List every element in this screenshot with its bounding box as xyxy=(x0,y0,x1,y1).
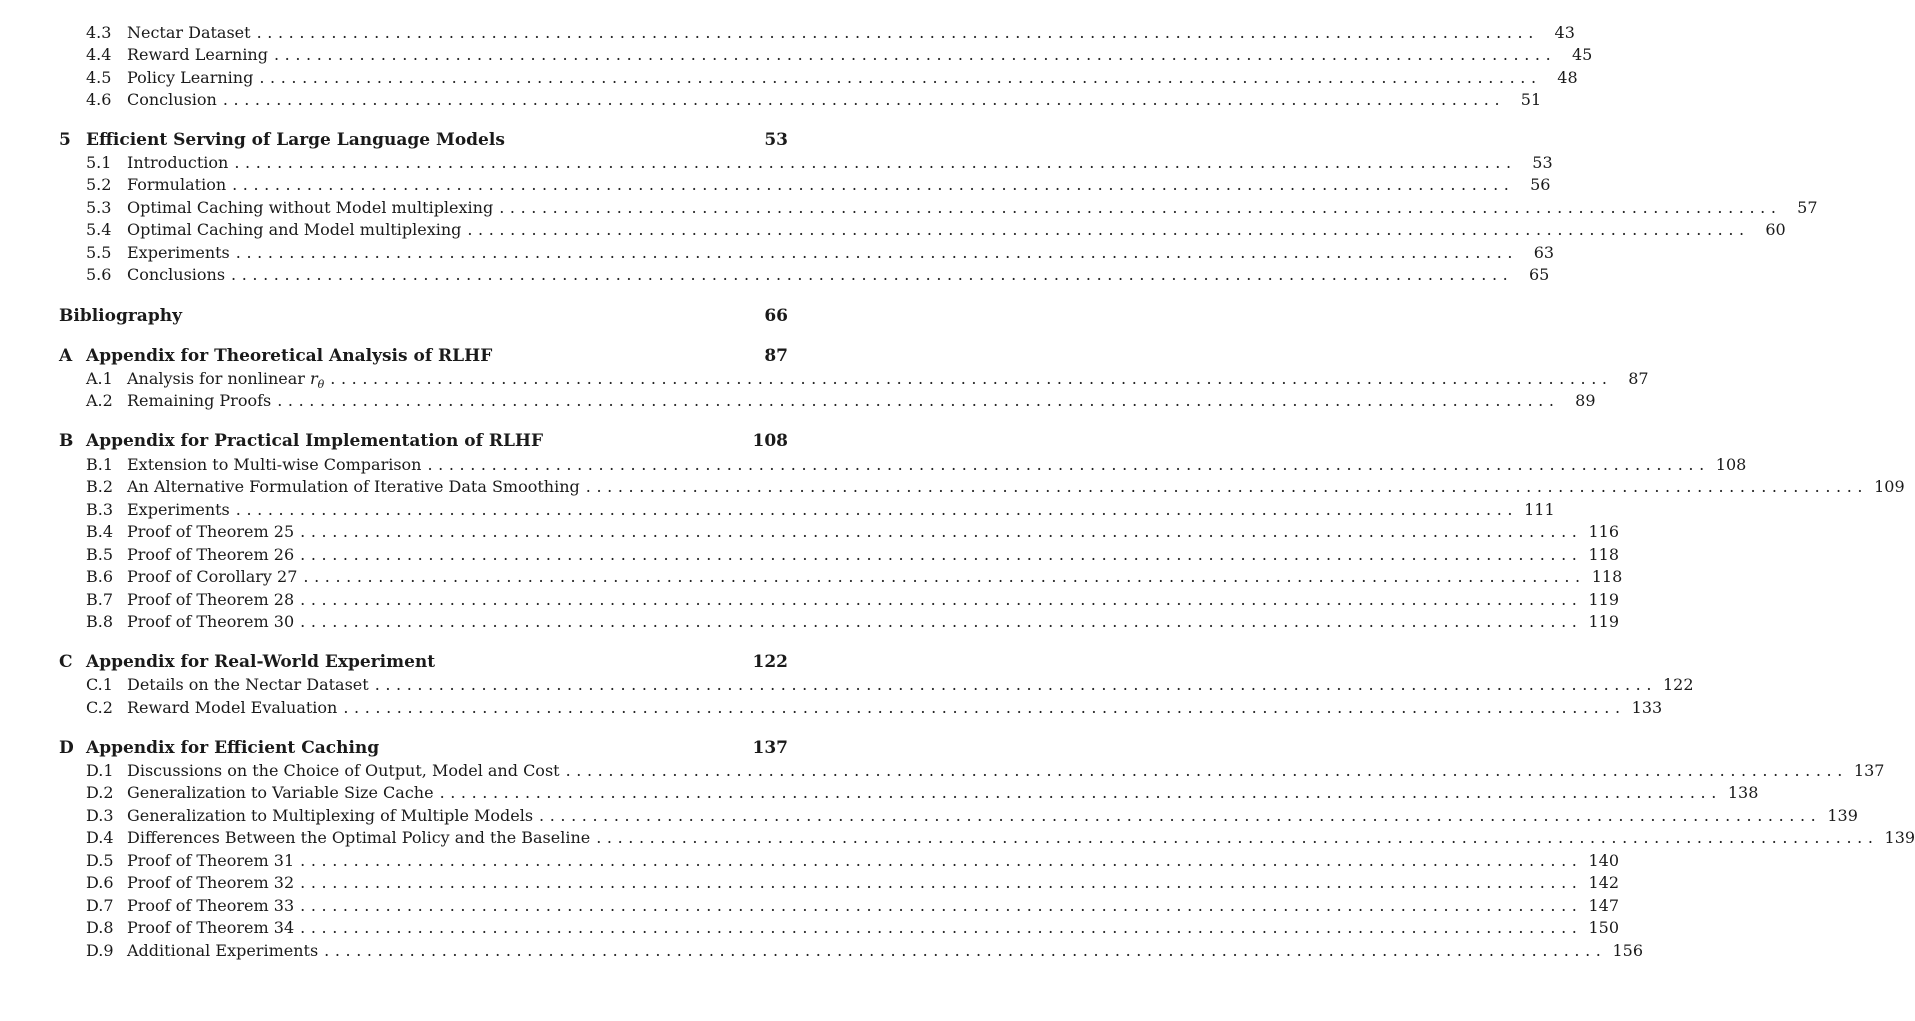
toc-entry-number: 5.3 xyxy=(86,198,112,217)
toc-entry-number: 5.6 xyxy=(86,265,112,284)
dot-leader: ........................................................................................................................ xyxy=(235,243,1519,262)
toc-page-number: 48 xyxy=(1557,68,1578,87)
dot-leader: ........................................................................................................................ xyxy=(231,265,1514,284)
dot-leader: ........................................................................................................................ xyxy=(439,783,1722,802)
toc-section-entry[interactable] xyxy=(86,368,1649,392)
toc-section-entry[interactable] xyxy=(86,589,1619,611)
toc-entry-title: Proof of Theorem 30 xyxy=(127,612,295,631)
toc-entry-title: Nectar Dataset xyxy=(127,23,251,42)
toc-page-number: 53 xyxy=(1532,153,1553,172)
dot-leader: ........................................................................................................................ xyxy=(277,391,1560,410)
dot-leader: ........................................................................................................................ xyxy=(330,369,1613,388)
toc-entry-number: B.5 xyxy=(86,545,114,564)
math-symbol: r xyxy=(310,369,318,388)
toc-entry-title: Discussions on the Choice of Output, Model and Cost xyxy=(127,761,560,780)
toc-entry-number: B.6 xyxy=(86,567,114,586)
toc-section-entry[interactable] xyxy=(86,850,1619,872)
dot-leader: ........................................................................................................................ xyxy=(259,68,1542,87)
toc-page-number: 139 xyxy=(1884,828,1915,847)
toc-entry-title: Remaining Proofs xyxy=(127,391,272,410)
toc-section-entry[interactable] xyxy=(86,219,1786,241)
toc-entry-number: D.7 xyxy=(86,896,114,915)
toc-section-entry[interactable] xyxy=(86,827,1915,849)
toc-entry-number: C.1 xyxy=(86,675,113,694)
toc-entry-number: D.6 xyxy=(86,873,114,892)
toc-section-entry[interactable] xyxy=(86,611,1619,633)
toc-section-entry[interactable] xyxy=(86,390,1596,412)
dot-leader: ........................................................................................................................ xyxy=(222,90,1506,109)
toc-entry-title: Appendix for Practical Implementation of RLHF xyxy=(86,431,544,451)
toc-section-entry[interactable] xyxy=(86,566,1623,588)
toc-entry-title: Proof of Theorem 31 xyxy=(127,851,295,870)
toc-chapter-entry[interactable] xyxy=(59,737,788,759)
toc-page-number: 57 xyxy=(1797,198,1818,217)
dot-leader: ........................................................................................................................ xyxy=(300,612,1583,631)
toc-section-entry[interactable] xyxy=(86,242,1555,264)
toc-entry-number: B.2 xyxy=(86,477,114,496)
toc-page-number: 138 xyxy=(1727,783,1759,802)
toc-entry-number: D.9 xyxy=(86,941,114,960)
toc-entry-title: Efficient Serving of Large Language Models xyxy=(86,130,505,150)
toc-page-number: 65 xyxy=(1529,265,1550,284)
toc-section-entry[interactable] xyxy=(86,499,1555,521)
toc-section-entry[interactable] xyxy=(86,152,1553,174)
dot-leader: ........................................................................................................................ xyxy=(596,828,1879,847)
dot-leader: ........................................................................................................................ xyxy=(256,23,1539,42)
toc-entry-title: Conclusions xyxy=(127,265,226,284)
toc-section-entry[interactable] xyxy=(86,454,1747,476)
toc-page-number: 147 xyxy=(1588,896,1619,915)
toc-chapter-entry[interactable] xyxy=(59,651,788,673)
toc-page-number: 116 xyxy=(1588,522,1619,541)
dot-leader: ........................................................................................................................ xyxy=(232,175,1515,194)
toc-page-number: 111 xyxy=(1524,500,1555,519)
dot-leader: ........................................................................................................................ xyxy=(300,896,1583,915)
toc-page-number: 56 xyxy=(1530,175,1551,194)
toc-entry-title: Differences Between the Optimal Policy and the Baseline xyxy=(127,828,591,847)
toc-entry-number: D.1 xyxy=(86,761,114,780)
toc-entry-title: Generalization to Multiplexing of Multiple Models xyxy=(127,806,534,825)
toc-entry-title: Conclusion xyxy=(127,90,217,109)
toc-page-number: 156 xyxy=(1612,941,1644,960)
toc-entry-number: B.3 xyxy=(86,500,114,519)
toc-entry-title: Extension to Multi-wise Comparison xyxy=(127,455,422,474)
toc-entry-number: 5.5 xyxy=(86,243,112,262)
dot-leader: ........................................................................................................................ xyxy=(467,220,1750,239)
toc-section-entry[interactable] xyxy=(86,174,1551,196)
toc-section-entry[interactable] xyxy=(86,917,1619,939)
toc-entry-title: Details on the Nectar Dataset xyxy=(127,675,369,694)
toc-section-entry[interactable] xyxy=(86,197,1818,219)
toc-page-number: 119 xyxy=(1588,612,1619,631)
toc-entry-title: Additional Experiments xyxy=(127,941,319,960)
toc-chapter-entry[interactable] xyxy=(59,430,788,452)
toc-section-entry[interactable] xyxy=(86,674,1694,696)
dot-leader: ........................................................................................................................ xyxy=(324,941,1607,960)
toc-entry-title: Appendix for Real-World Experiment xyxy=(86,652,436,672)
toc-entry-number: 5.4 xyxy=(86,220,112,239)
toc-entry-title: Appendix for Theoretical Analysis of RLHF xyxy=(86,346,493,366)
dot-leader: ........................................................................................................................ xyxy=(565,761,1848,780)
toc-entry-title: Reward Model Evaluation xyxy=(127,698,338,717)
dot-leader: ........................................................................................................................ xyxy=(300,522,1583,541)
toc-page-number: 119 xyxy=(1588,590,1619,609)
toc-entry-title: Introduction xyxy=(127,153,229,172)
toc-section-entry[interactable] xyxy=(86,22,1575,44)
toc-section-entry[interactable] xyxy=(86,521,1619,543)
toc-entry-title: Proof of Theorem 33 xyxy=(127,896,295,915)
dot-leader: ........................................................................................................................ xyxy=(235,500,1519,519)
toc-entry-number: B.7 xyxy=(86,590,114,609)
toc-entry-title: Reward Learning xyxy=(127,45,268,64)
dot-leader: ........................................................................................................................ xyxy=(374,675,1657,694)
dot-leader: ........................................................................................................................ xyxy=(343,698,1626,717)
dot-leader: ........................................................................................................................ xyxy=(539,806,1822,825)
toc-section-entry[interactable] xyxy=(86,544,1619,566)
toc-entry-number: B.4 xyxy=(86,522,114,541)
dot-leader: ........................................................................................................................ xyxy=(499,198,1782,217)
dot-leader: ........................................................................................................................ xyxy=(585,477,1869,496)
toc-section-entry[interactable] xyxy=(86,264,1550,286)
dot-leader: ........................................................................................................................ xyxy=(273,45,1557,64)
toc-entry-title: Optimal Caching and Model multiplexing xyxy=(127,220,462,239)
toc-entry-title: Experiments xyxy=(127,243,230,262)
dot-leader: ........................................................................................................................ xyxy=(300,918,1583,937)
toc-entry-title: Proof of Theorem 26 xyxy=(127,545,295,564)
toc-entry-number: 4.5 xyxy=(86,68,112,87)
toc-page-number: 60 xyxy=(1765,220,1786,239)
toc-entry-number: 4.3 xyxy=(86,23,112,42)
toc-entry-title: Optimal Caching without Model multiplexing xyxy=(127,198,494,217)
toc-section-entry[interactable] xyxy=(86,805,1858,827)
dot-leader: ........................................................................................................................ xyxy=(300,545,1583,564)
toc-page-number: 43 xyxy=(1554,23,1575,42)
toc-entry-number: B xyxy=(59,431,74,451)
toc-entry-title: Experiments xyxy=(127,500,230,519)
toc-entry-title: Bibliography xyxy=(59,306,182,326)
toc-entry-title: Analysis for nonlinear $r_\theta$ xyxy=(127,369,325,392)
toc-entry-number: B.8 xyxy=(86,612,114,631)
toc-entry-title: Generalization to Variable Size Cache xyxy=(127,783,434,802)
dot-leader: ........................................................................................................................ xyxy=(300,590,1583,609)
toc-section-entry[interactable] xyxy=(86,67,1578,89)
toc-page-number: 89 xyxy=(1575,391,1596,410)
toc-entry-number: D.4 xyxy=(86,828,114,847)
toc-entry-number: C xyxy=(59,652,73,672)
toc-chapter-entry[interactable] xyxy=(59,129,788,151)
toc-page-number: 122 xyxy=(1663,675,1694,694)
toc-section-entry[interactable] xyxy=(86,872,1619,894)
dot-leader: ........................................................................................................................ xyxy=(427,455,1710,474)
toc-entry-title: Policy Learning xyxy=(127,68,254,87)
toc-entry-title: Proof of Theorem 28 xyxy=(127,590,295,609)
toc-page-number: 87 xyxy=(764,346,788,366)
toc-page-number: 109 xyxy=(1874,477,1905,496)
toc-page-number: 122 xyxy=(752,652,788,672)
dot-leader: ........................................................................................................................ xyxy=(234,153,1517,172)
toc-page-number: 108 xyxy=(1715,455,1747,474)
toc-entry-number: 5 xyxy=(59,130,71,150)
toc-chapter-entry[interactable] xyxy=(59,305,788,327)
toc-entry-number: A.1 xyxy=(86,369,113,388)
toc-chapter-entry[interactable] xyxy=(59,345,788,367)
toc-entry-title: An Alternative Formulation of Iterative Data Smoothing xyxy=(127,477,580,496)
toc-page-number: 150 xyxy=(1588,918,1619,937)
toc-page-number: 66 xyxy=(764,306,788,326)
toc-entry-number: D.2 xyxy=(86,783,114,802)
toc-section-entry[interactable] xyxy=(86,697,1663,719)
toc-entry-number: 5.2 xyxy=(86,175,112,194)
toc-page-number: 45 xyxy=(1571,45,1593,64)
toc-entry-title: Proof of Theorem 32 xyxy=(127,873,295,892)
toc-section-entry[interactable] xyxy=(86,89,1542,111)
toc-page-number: 137 xyxy=(752,738,788,758)
toc-entry-title: Proof of Corollary 27 xyxy=(127,567,298,586)
toc-entry-number: D xyxy=(59,738,74,758)
dot-leader: ........................................................................................................................ xyxy=(300,873,1583,892)
toc-section-entry[interactable] xyxy=(86,895,1619,917)
toc-entry-number: D.3 xyxy=(86,806,114,825)
toc-entry-number: 4.6 xyxy=(86,90,112,109)
toc-entry-number: A.2 xyxy=(86,391,113,410)
toc-section-entry[interactable] xyxy=(86,782,1759,804)
toc-entry-number: 4.4 xyxy=(86,45,112,64)
toc-entry-title: Proof of Theorem 25 xyxy=(127,522,295,541)
toc-section-entry[interactable] xyxy=(86,940,1644,962)
toc-entry-number: D.8 xyxy=(86,918,114,937)
toc-page-number: 139 xyxy=(1827,806,1858,825)
toc-entry-number: A xyxy=(59,346,73,366)
toc-entry-number: 5.1 xyxy=(86,153,112,172)
toc-page-number: 51 xyxy=(1520,90,1542,109)
toc-page-number: 118 xyxy=(1591,567,1623,586)
toc-entry-title: Proof of Theorem 34 xyxy=(127,918,295,937)
toc-section-entry[interactable] xyxy=(86,476,1905,498)
toc-page-number: 142 xyxy=(1588,873,1619,892)
dot-leader: ........................................................................................................................ xyxy=(300,851,1583,870)
toc-entry-title: Formulation xyxy=(127,175,227,194)
toc-page-number: 137 xyxy=(1853,761,1885,780)
toc-entry-number: C.2 xyxy=(86,698,113,717)
toc-page-number: 140 xyxy=(1588,851,1619,870)
toc-page-number: 133 xyxy=(1631,698,1663,717)
toc-page-number: 87 xyxy=(1628,369,1649,388)
toc-page-number: 118 xyxy=(1588,545,1619,564)
toc-section-entry[interactable] xyxy=(86,44,1593,66)
toc-entry-number: B.1 xyxy=(86,455,114,474)
toc-page-number: 63 xyxy=(1533,243,1555,262)
toc-section-entry[interactable] xyxy=(86,760,1885,782)
math-subscript: θ xyxy=(317,378,325,392)
toc-entry-number: D.5 xyxy=(86,851,114,870)
toc-entry-title: Appendix for Efficient Caching xyxy=(86,738,380,758)
toc-page-number: 53 xyxy=(764,130,788,150)
toc-page-number: 108 xyxy=(752,431,788,451)
dot-leader: ........................................................................................................................ xyxy=(303,567,1586,586)
